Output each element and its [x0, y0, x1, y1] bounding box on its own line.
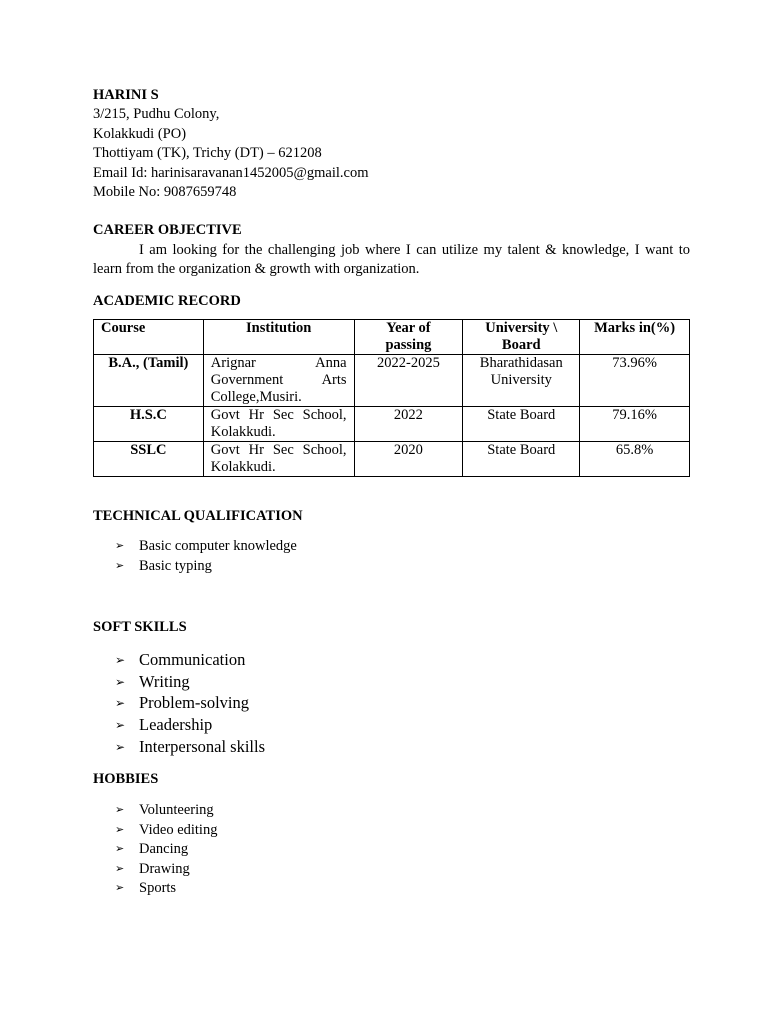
- academic-record-table: [93, 319, 690, 477]
- candidate-name: HARINI S: [93, 87, 159, 103]
- list-item-label: Interpersonal skills: [139, 736, 266, 756]
- header-year: [354, 319, 463, 354]
- contact-header: [93, 86, 690, 202]
- course-cell: B.A., (Tamil): [94, 354, 204, 406]
- academic-record-title: ACADEMIC RECORD: [93, 292, 241, 309]
- university-cell: State Board: [463, 441, 580, 476]
- header-institution: Institution: [203, 319, 354, 354]
- email-line: Email Id: harinisaravanan1452005@gmail.com: [93, 164, 369, 181]
- career-objective-body: I am looking for the challenging job where I can utilize my talent & knowledge, I want to learn from the organization & growth with organization.: [93, 241, 690, 278]
- arrowhead-bullet-icon: ➢: [115, 804, 125, 817]
- list-item-label: Video editing: [139, 821, 218, 838]
- list-item: [115, 840, 690, 860]
- university-cell: State Board: [463, 406, 580, 441]
- course-cell: SSLC: [94, 441, 204, 476]
- year-cell: 2022-2025: [354, 354, 463, 406]
- list-item-label: Sports: [139, 880, 177, 897]
- year-cell: 2022: [354, 406, 463, 441]
- header-course: Course: [94, 319, 204, 354]
- list-item: [115, 537, 690, 557]
- arrowhead-bullet-icon: ➢: [115, 540, 125, 553]
- arrowhead-bullet-icon: ➢: [115, 882, 125, 895]
- address-line-1: 3/215, Pudhu Colony,: [93, 106, 220, 123]
- arrowhead-bullet-icon: ➢: [115, 823, 125, 836]
- list-item-label: Drawing: [139, 860, 190, 877]
- arrowhead-bullet-icon: ➢: [115, 718, 126, 733]
- list-item-label: Basic typing: [139, 557, 212, 574]
- header-year-line2: passing: [385, 336, 432, 353]
- list-item: [115, 649, 690, 671]
- arrowhead-bullet-icon: ➢: [115, 652, 126, 667]
- header-year-line1: Year of: [386, 319, 431, 336]
- list-item: [115, 692, 690, 714]
- list-item-label: Communication: [139, 649, 246, 669]
- arrowhead-bullet-icon: ➢: [115, 862, 125, 875]
- table-header-row: [94, 319, 690, 354]
- soft-skills-list: [93, 649, 690, 758]
- hobbies-list: [93, 801, 690, 899]
- address-line-2: Kolakkudi (PO): [93, 125, 187, 142]
- header-university-line2: Board: [501, 336, 541, 353]
- list-item: [115, 860, 690, 880]
- hobbies-title: HOBBIES: [93, 770, 159, 787]
- institution-cell: Govt Hr Sec School, Kolakkudi.: [203, 441, 354, 476]
- table-row: [94, 441, 690, 476]
- list-item: [115, 557, 690, 577]
- marks-cell: 73.96%: [580, 354, 690, 406]
- list-item: [115, 879, 690, 899]
- institution-cell: Govt Hr Sec School, Kolakkudi.: [203, 406, 354, 441]
- arrowhead-bullet-icon: ➢: [115, 696, 126, 711]
- arrowhead-bullet-icon: ➢: [115, 559, 125, 572]
- soft-skills-title: SOFT SKILLS: [93, 619, 187, 636]
- list-item-label: Dancing: [139, 841, 189, 858]
- list-item: [115, 821, 690, 841]
- list-item: [115, 714, 690, 736]
- marks-cell: 65.8%: [580, 441, 690, 476]
- arrowhead-bullet-icon: ➢: [115, 843, 125, 856]
- institution-cell: Arignar Anna Government Arts College,Musiri.: [203, 354, 354, 406]
- technical-qualification-title: TECHNICAL QUALIFICATION: [93, 507, 303, 524]
- table-row: [94, 354, 690, 406]
- list-item-label: Writing: [139, 671, 190, 691]
- address-line-3: Thottiyam (TK), Trichy (DT) – 621208: [93, 145, 322, 162]
- career-objective-title: CAREER OBJECTIVE: [93, 222, 242, 239]
- university-cell: Bharathidasan University: [463, 354, 580, 406]
- marks-cell: 79.16%: [580, 406, 690, 441]
- technical-qualification-list: [93, 537, 690, 576]
- header-university-line1: University \: [485, 319, 558, 336]
- table-row: [94, 406, 690, 441]
- arrowhead-bullet-icon: ➢: [115, 674, 126, 689]
- list-item: [115, 671, 690, 693]
- year-cell: 2020: [354, 441, 463, 476]
- header-marks: Marks in(%): [580, 319, 690, 354]
- list-item-label: Volunteering: [139, 802, 214, 819]
- list-item: [115, 801, 690, 821]
- career-objective-text: [93, 241, 690, 280]
- list-item-label: Basic computer knowledge: [139, 538, 297, 555]
- arrowhead-bullet-icon: ➢: [115, 739, 126, 754]
- header-university: [463, 319, 580, 354]
- course-cell: H.S.C: [94, 406, 204, 441]
- list-item-label: Leadership: [139, 715, 213, 735]
- resume-page: [93, 86, 690, 899]
- list-item: [115, 736, 690, 758]
- mobile-line: Mobile No: 9087659748: [93, 183, 237, 200]
- list-item-label: Problem-solving: [139, 693, 249, 713]
